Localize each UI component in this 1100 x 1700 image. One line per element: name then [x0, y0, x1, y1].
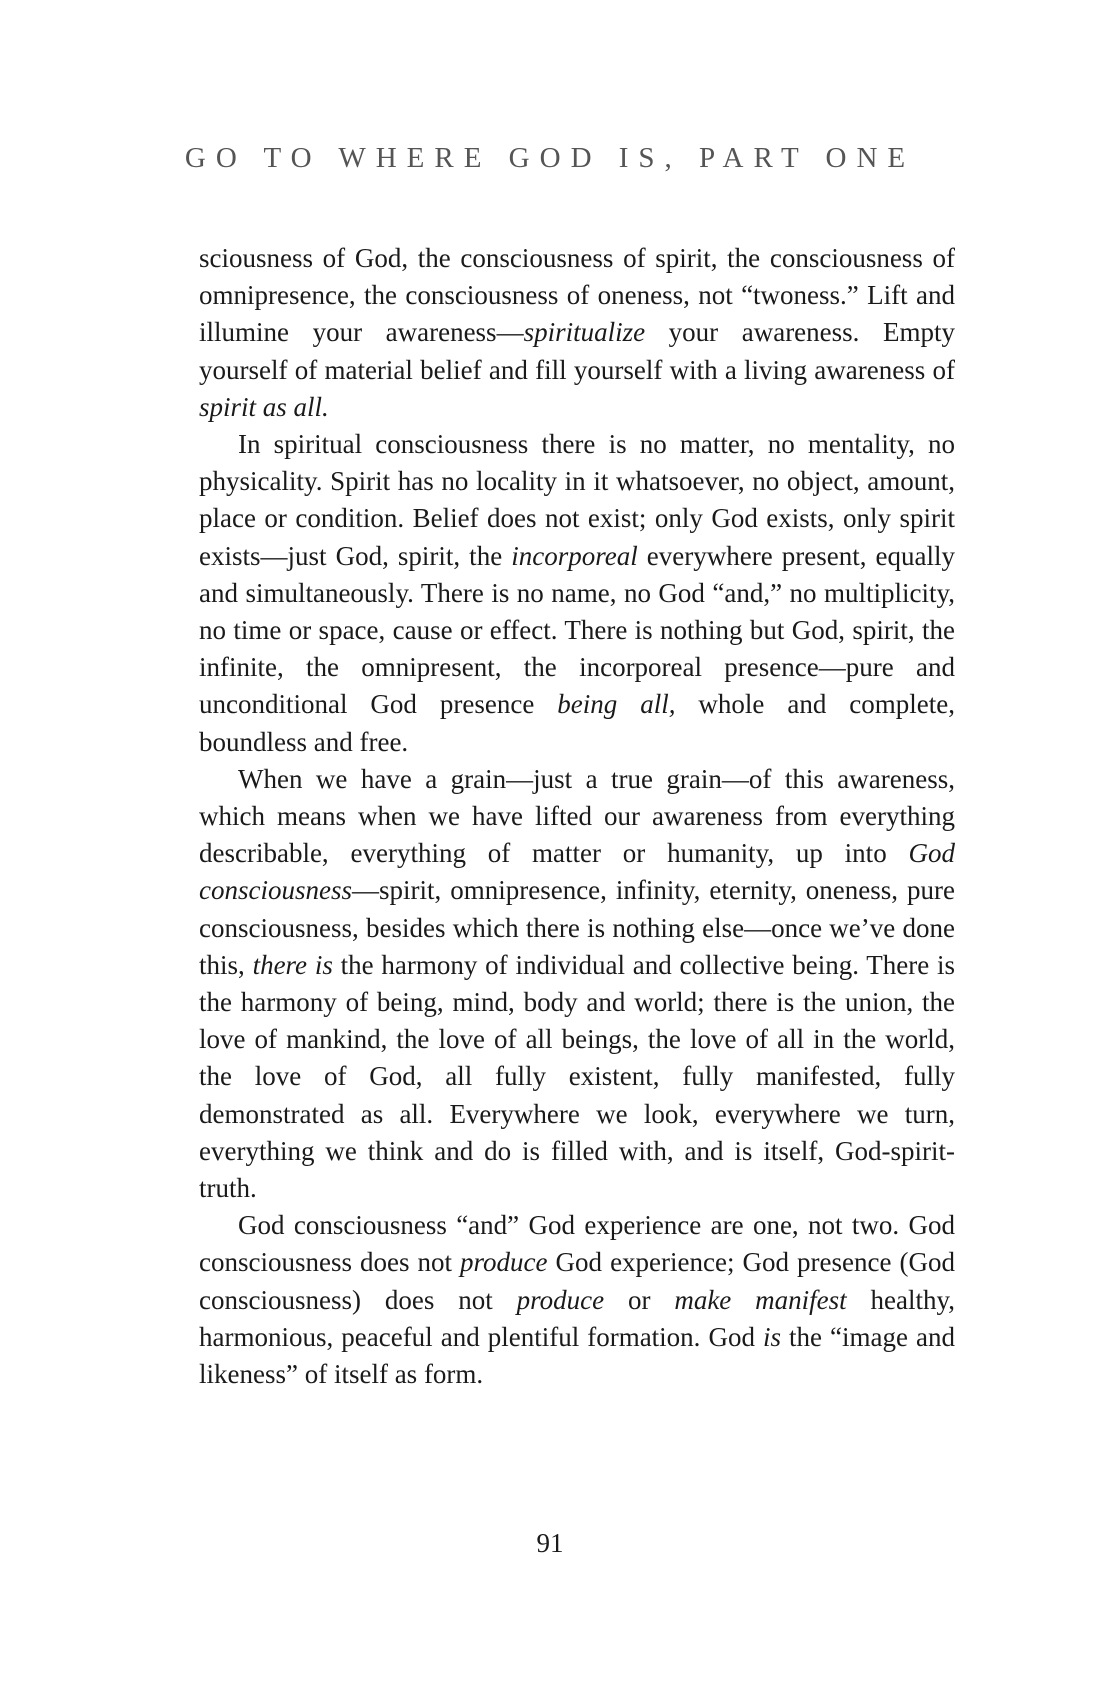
italic-run: there is: [252, 949, 333, 980]
page-number: 91: [536, 1528, 564, 1558]
text-run: the “image and likeness” of itself as form.: [199, 1321, 955, 1390]
italic-run: incorporeal: [511, 540, 638, 571]
paragraph-1: [199, 240, 955, 426]
text-run: God consciousness “and” God experience are one, not two. God consciousness does not: [199, 1210, 955, 1278]
italic-run: produce: [460, 1247, 548, 1278]
text-run: whole and complete, boundless and free.: [199, 689, 955, 757]
paragraph-4: [199, 1207, 955, 1393]
text-run: —spirit, omnipresence, infinity, eternity, oneness, pure consciousness, besides which there is nothing else—once we’ve done this,: [199, 875, 955, 980]
body-text: [199, 240, 955, 1393]
italic-run: being all,: [557, 689, 676, 720]
paragraph-3: [199, 761, 955, 1207]
text-run: When we have a grain—just a true grain—of this awareness, which means when we have lifted our awareness from everything describable, everything of matter or humanity, up into: [199, 763, 955, 869]
text-run: sciousness of God, the consciousness of spirit, the consciousness of omnipresence, the consciousness of oneness, not “twoness.” Lift and illumine your awareness—: [199, 243, 955, 348]
text-run: everywhere present, equally and simultaneously. There is no name, no God “and,” no multiplicity, no time or space, cause or effect. There is nothing but God, spirit, the infinite, the omnipresent, the incorporeal presence—pure and unconditional God presence: [199, 540, 955, 720]
running-head: GO TO WHERE GOD IS, PART ONE: [184, 142, 916, 174]
text-run: or: [604, 1284, 675, 1315]
text-run: healthy, harmonious, peaceful and plentiful formation. God: [199, 1284, 956, 1352]
italic-run: God consciousness: [199, 838, 955, 906]
italic-run: produce: [516, 1284, 605, 1315]
text-run: In spiritual consciousness there is no matter, no mentality, no physicality. Spirit has no locality in it whatsoever, no object, amount, place or condition. Belief does not exist; only God exists, only spirit exists—just God, spirit, the: [199, 429, 955, 571]
text-run: God experience; God presence (God consciousness) does not: [199, 1247, 955, 1315]
italic-run: is: [762, 1321, 781, 1352]
italic-run: make manifest: [674, 1284, 847, 1315]
text-run: the harmony of individual and collective being. There is the harmony of being, mind, body and world; there is the union, the love of mankind, the love of all beings, the love of all in the world, the love of God, all fully existent, fully manifested, fully demonstrated as all. Everywhere we look, everywhere we turn, everything we think and do is filled with, and is itself, God-spirit-truth.: [199, 949, 956, 1204]
text-run: your awareness. Empty yourself of material belief and fill yourself with a living awareness of: [199, 317, 955, 385]
paragraph-2: [199, 426, 955, 761]
italic-run: spirit as all.: [199, 391, 329, 422]
italic-run: spiritualize: [523, 317, 646, 348]
